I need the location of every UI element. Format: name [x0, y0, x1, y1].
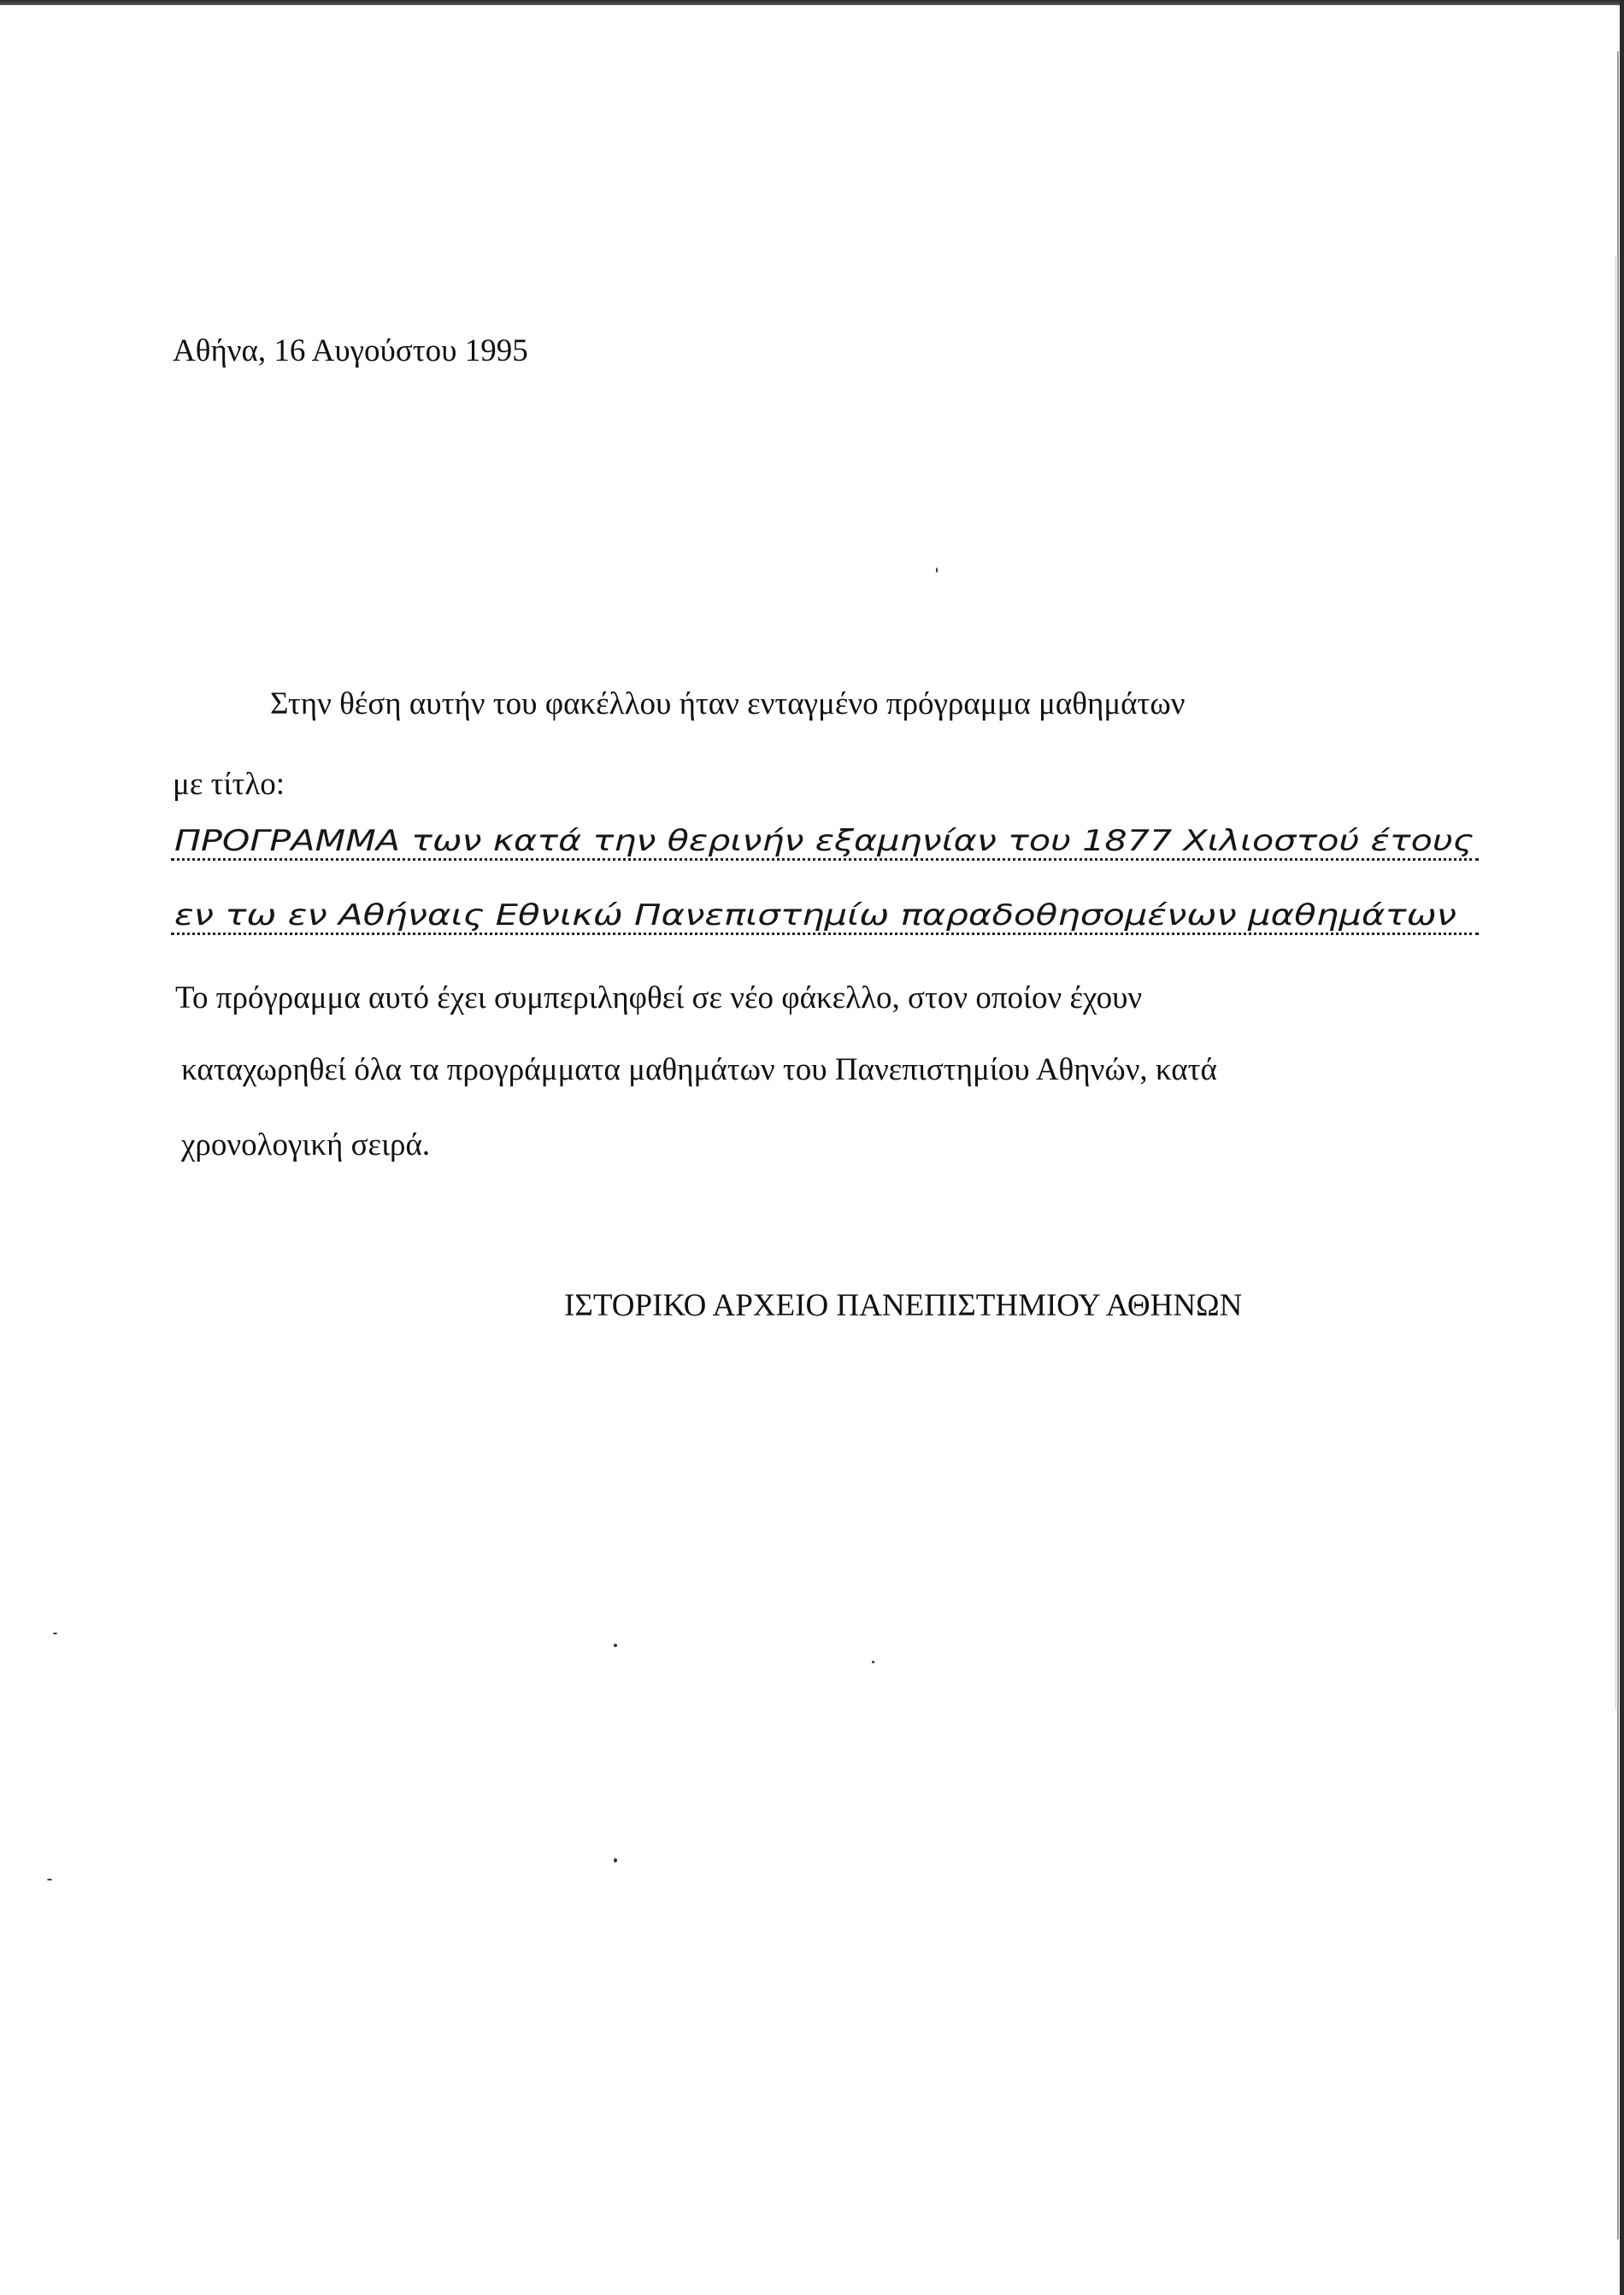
handwritten-title-text-2: εν τω εν Αθήναις Εθνικώ Πανεπιστημίω παραδοθησομένων μαθημάτων	[174, 898, 1457, 933]
dotted-fill-line-2	[171, 933, 1479, 935]
intro-line: Στην θέση αυτήν του φακέλλου ήταν ενταγμένο πρόγραμμα μαθημάτων	[270, 686, 1186, 721]
body-line-3: χρονολογική σειρά.	[181, 1127, 431, 1162]
scan-speck	[872, 1661, 874, 1663]
scan-speck	[53, 1633, 57, 1634]
handwritten-title-line-2	[171, 891, 1479, 939]
scan-right-edge	[1612, 0, 1624, 2295]
scan-speck	[614, 1644, 617, 1647]
scan-speck	[936, 568, 938, 573]
date-line: Αθήνα, 16 Αυγούστου 1995	[173, 333, 528, 368]
scan-top-border	[0, 0, 1624, 5]
dotted-fill-line-1	[171, 858, 1479, 861]
handwritten-title-text-1: ΠΡΟΓΡΑΜΜΑ των κατά την θερινήν εξαμηνίαν του 1877 Χιλιοστού έτους	[174, 824, 1474, 858]
handwritten-title-line-1	[171, 816, 1479, 864]
body-line-2: καταχωρηθεί όλα τα προγράμματα μαθημάτων του Πανεπιστημίου Αθηνών, κατά	[181, 1052, 1217, 1087]
title-label: με τίτλο:	[173, 767, 285, 802]
scan-speck	[47, 1879, 52, 1880]
scan-speck	[614, 1858, 617, 1862]
body-line-1: Το πρόγραμμα αυτό έχει συμπεριληφθεί σε νέο φάκελλο, στον οποίον έχουν	[175, 980, 1143, 1015]
archive-signature: ΙΣΤΟΡΙΚΟ ΑΡΧΕΙΟ ΠΑΝΕΠΙΣΤΗΜΙΟΥ ΑΘΗΝΩΝ	[564, 1288, 1243, 1323]
